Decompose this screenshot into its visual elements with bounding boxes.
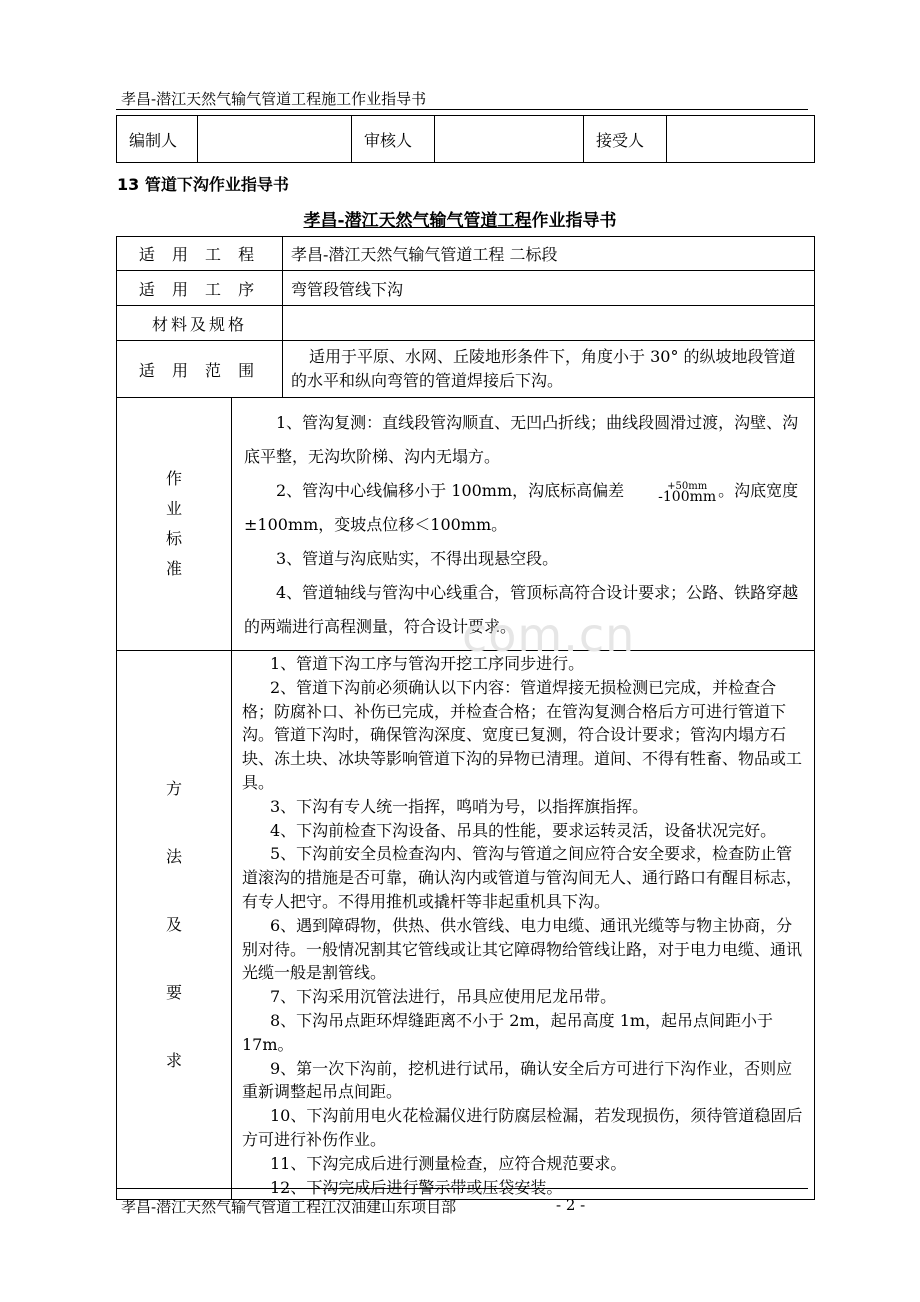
scope-label: 适 用 范 围 xyxy=(117,341,283,398)
material-label: 材料及规格 xyxy=(117,306,283,341)
methods-label xyxy=(117,651,232,1200)
tolerance-lower: -100mm xyxy=(658,488,717,505)
editor-value xyxy=(198,116,352,163)
method-item: 8、下沟吊点距环焊缝距离不小于 2m，起吊高度 1m，起吊点间距小于 17m。 xyxy=(242,1010,774,1054)
methods-label-char: 法 xyxy=(165,847,182,867)
page-header: 孝昌-潜江天然气输气管道工程施工作业指导书 xyxy=(121,90,427,108)
scope-value: 适用于平原、水网、丘陵地形条件下，角度小于 30° 的纵坡地段管道的水平和纵向弯管的管道焊接后下沟。 xyxy=(283,341,815,398)
method-item: 4、下沟前检查下沟设备、吊具的性能，要求运转灵活，设备状况完好。 xyxy=(270,820,777,840)
reviewer-label: 审核人 xyxy=(352,116,435,163)
footer-rule xyxy=(116,1188,808,1189)
method-item: 3、下沟有专人统一指挥，鸣哨为号，以指挥旗指挥。 xyxy=(270,796,649,816)
methods-label-char: 方 xyxy=(165,779,182,799)
standard-item-2-text: 2、管沟中心线偏移小于 100mm，沟底标高偏差 xyxy=(276,481,625,500)
method-item: 11、下沟完成后进行测量检查，应符合规范要求。 xyxy=(270,1153,627,1173)
method-item: 10、下沟前用电火花检漏仪进行防腐层检漏，若发现损伤，须待管道稳固后方可进行补伤作业。 xyxy=(242,1106,803,1149)
receiver-value xyxy=(667,116,815,163)
watermark: com.cn xyxy=(462,608,636,662)
method-item: 12、下沟完成后进行警示带或压袋安装。 xyxy=(270,1177,563,1197)
standards-label-char: 作 xyxy=(165,469,182,488)
material-value xyxy=(283,306,815,341)
method-item: 2、管道下沟前必须确认以下内容：管道焊接无损检测已完成，并检查合格；防腐补口、补伤已完成，并检查合格；在管沟复测合格后方可进行管道下沟。管道下沟时，确保管沟深度、宽度已复测，符合设计要求；管沟内塌方石块、冻土块、冰块等影响管道下沟的异物已清理。道间、不得有牲畜、物品或工具。 xyxy=(242,677,803,792)
methods-label-char: 要 xyxy=(165,983,182,1003)
editor-label: 编制人 xyxy=(117,116,198,163)
standards-label xyxy=(117,398,232,651)
method-item: 7、下沟采用沉管法进行，吊具应使用尼龙吊带。 xyxy=(270,987,617,1007)
footer-text: 孝昌-潜江天然气输气管道工程江汉油建山东项目部 xyxy=(121,1198,457,1216)
standard-item-3: 3、管道与沟底贴实，不得出现悬空段。 xyxy=(276,549,559,568)
method-item: 1、管道下沟工序与管沟开挖工序同步进行。 xyxy=(270,654,585,673)
header-rule xyxy=(116,109,808,110)
tolerance-value xyxy=(626,480,717,505)
methods-content xyxy=(232,651,815,1200)
standard-item-4: 4、管道轴线与管沟中心线重合，管顶标高符合设计要求；公路、铁路穿越的两端进行高程测量，符合设计要求。 xyxy=(244,583,799,636)
receiver-label: 接受人 xyxy=(584,116,667,163)
section-title: 13 管道下沟作业指导书 xyxy=(117,175,289,194)
project-value: 孝昌-潜江天然气输气管道工程 二标段 xyxy=(283,237,815,271)
method-item: 9、第一次下沟前，挖机进行试吊，确认安全后方可进行下沟作业，否则应重新调整起吊点间距。 xyxy=(242,1058,793,1102)
tolerance-upper: +50mm xyxy=(667,480,708,492)
methods-label-char: 求 xyxy=(165,1051,182,1071)
doc-title-suffix: 作业指导书 xyxy=(531,211,617,231)
methods-label-char: 及 xyxy=(165,915,182,935)
method-item: 5、下沟前安全员检查沟内、管沟与管道之间应符合安全要求，检查防止管道滚沟的措施是否可靠，确认沟内或管道与管沟间无人、通行路口有醒目标志，有专人把守。不得用推机或撬杆等非起重机具下沟。 xyxy=(242,844,803,911)
standards-label-char: 标 xyxy=(165,529,182,548)
standard-item-2-rest: 。沟底宽度±100mm，变坡点位移＜100mm。 xyxy=(244,481,799,534)
standards-label-char: 准 xyxy=(165,559,182,578)
instruction-table xyxy=(116,236,815,1200)
signature-table xyxy=(116,115,815,163)
doc-title-project: 孝昌-潜江天然气输气管道工程 xyxy=(303,211,532,231)
standard-item-2 xyxy=(244,474,806,542)
process-value: 弯管段管线下沟 xyxy=(283,271,815,306)
page-number: - 2 - xyxy=(556,1196,586,1214)
standard-item-1: 1、管沟复测：直线段管沟顺直、无凹凸折线；曲线段圆滑过渡，沟壁、沟底平整，无沟坎阶梯、沟内无塌方。 xyxy=(244,413,799,466)
process-label: 适 用 工 序 xyxy=(117,271,283,306)
project-label: 适 用 工 程 xyxy=(117,237,283,271)
standards-label-char: 业 xyxy=(165,499,182,518)
reviewer-value xyxy=(435,116,584,163)
method-item: 6、遇到障碍物，供热、供水管线、电力电缆、通讯光缆等与物主协商，分别对待。一般情况割其它管线或让其它障碍物给管线让路，对于电力电缆、通讯光缆一般是割管线。 xyxy=(242,915,803,983)
doc-title xyxy=(0,206,920,231)
